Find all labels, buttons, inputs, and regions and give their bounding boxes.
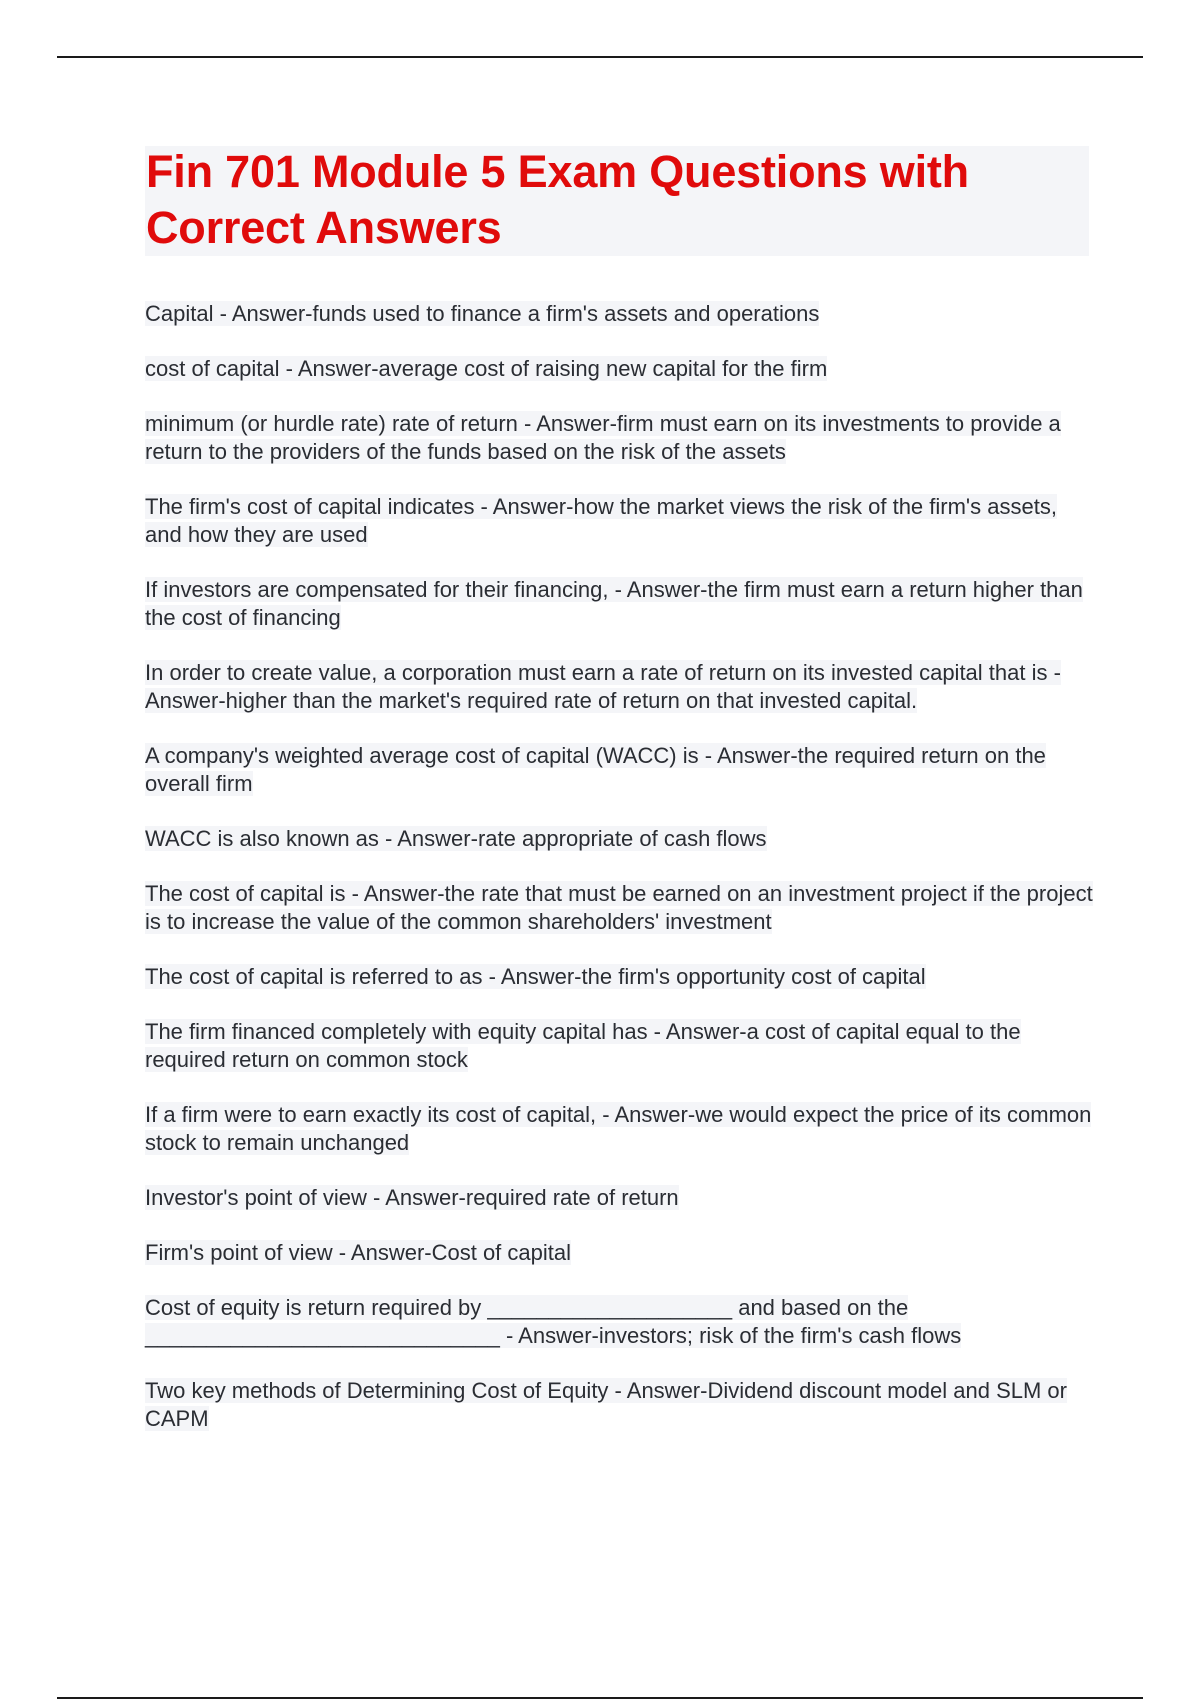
qa-item [145,355,1095,383]
qa-text: Capital - Answer-funds used to finance a firm's assets and operations [145,301,820,326]
qa-item [145,1101,1095,1157]
title-block [145,146,1089,256]
qa-item [145,1239,1095,1267]
qa-text: The cost of capital is - Answer-the rate that must be earned on an investment project if the project is to increase the value of the common shareholders' investment [145,881,1093,934]
qa-item [145,825,1095,853]
bottom-rule [57,1697,1143,1699]
qa-text: A company's weighted average cost of capital (WACC) is - Answer-the required return on the overall firm [145,743,1046,796]
qa-text: Two key methods of Determining Cost of Equity - Answer-Dividend discount model and SLM or CAPM [145,1378,1067,1431]
qa-text: WACC is also known as - Answer-rate appropriate of cash flows [145,826,767,851]
top-rule [57,56,1143,58]
qa-text: Cost of equity is return required by ____________________ and based on the _____________________________ - Answer-investors; risk of the firm's cash flows [145,1295,962,1348]
document-title: Fin 701 Module 5 Exam Questions with Correct Answers [146,146,969,253]
qa-item [145,742,1095,798]
qa-item [145,880,1095,936]
qa-text: If a firm were to earn exactly its cost of capital, - Answer-we would expect the price of its common stock to remain unchanged [145,1102,1092,1155]
qa-text: If investors are compensated for their financing, - Answer-the firm must earn a return higher than the cost of financing [145,577,1083,630]
qa-item [145,659,1095,715]
qa-item [145,1184,1095,1212]
qa-list [145,300,1095,1460]
qa-item [145,576,1095,632]
qa-item [145,963,1095,991]
qa-text: In order to create value, a corporation must earn a rate of return on its invested capital that is - Answer-higher than the market's required rate of return on that invested capital. [145,660,1061,713]
qa-text: cost of capital - Answer-average cost of raising new capital for the firm [145,356,828,381]
qa-item [145,1377,1095,1433]
qa-item [145,493,1095,549]
qa-item [145,1294,1095,1350]
qa-text: The firm financed completely with equity capital has - Answer-a cost of capital equal to the required return on common stock [145,1019,1021,1072]
qa-text: Investor's point of view - Answer-required rate of return [145,1185,679,1210]
qa-text: The cost of capital is referred to as - Answer-the firm's opportunity cost of capital [145,964,926,989]
qa-text: Firm's point of view - Answer-Cost of capital [145,1240,572,1265]
qa-text: minimum (or hurdle rate) rate of return - Answer-firm must earn on its investments to provide a return to the providers of the funds based on the risk of the assets [145,411,1061,464]
qa-item [145,1018,1095,1074]
qa-item [145,410,1095,466]
qa-item [145,300,1095,328]
qa-text: The firm's cost of capital indicates - Answer-how the market views the risk of the firm's assets, and how they are used [145,494,1057,547]
